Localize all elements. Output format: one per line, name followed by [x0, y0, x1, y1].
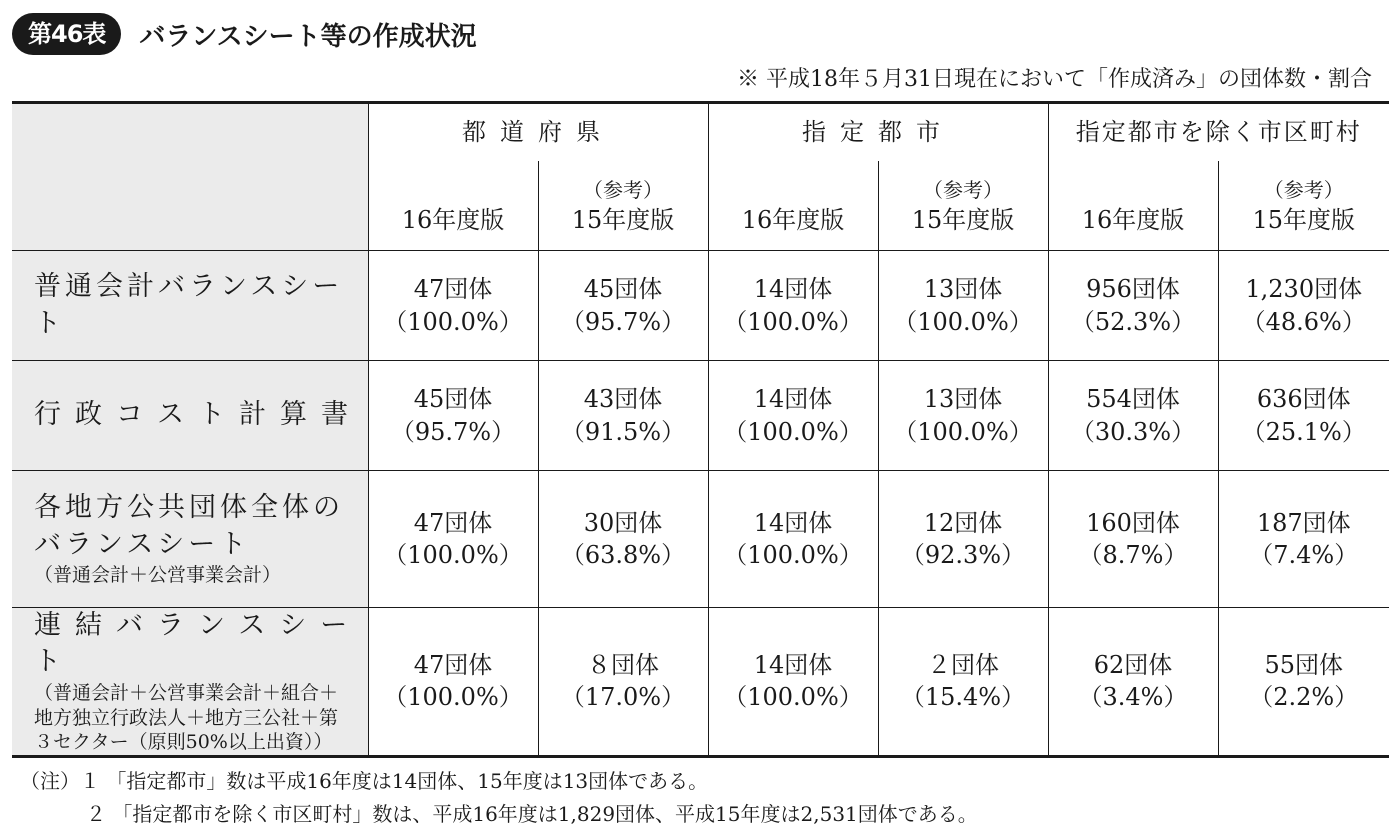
- row-label: 行政コスト計算書: [12, 361, 368, 471]
- data-cell: 14団体 （100.0%）: [708, 251, 878, 361]
- table-row: [12, 361, 1389, 471]
- col-header-muni-16: 16年度版: [1048, 161, 1218, 251]
- col-header-pref-15: （参考） 15年度版: [538, 161, 708, 251]
- table-row: [12, 471, 1389, 608]
- data-cell: 160団体 （8.7%）: [1048, 471, 1218, 608]
- data-cell: 14団体 （100.0%）: [708, 608, 878, 757]
- corner-header-cell: [12, 103, 368, 251]
- row-label: 各地方公共団体全体の バランスシート （普通会計＋公営事業会計）: [12, 471, 368, 608]
- col-header-city-15: （参考） 15年度版: [878, 161, 1048, 251]
- data-cell: 14団体 （100.0%）: [708, 471, 878, 608]
- data-cell: 956団体 （52.3%）: [1048, 251, 1218, 361]
- balance-sheet-status-table: [12, 101, 1389, 758]
- data-cell: 187団体 （7.4%）: [1218, 471, 1389, 608]
- data-cell: 47団体 （100.0%）: [368, 608, 538, 757]
- group-header-municipalities: 指定都市を除く市区町村: [1048, 103, 1389, 162]
- footnotes: [20, 765, 978, 831]
- data-cell: 554団体 （30.3%）: [1048, 361, 1218, 471]
- data-cell: 45団体 （95.7%）: [368, 361, 538, 471]
- data-cell: 12団体 （92.3%）: [878, 471, 1048, 608]
- data-cell: 13団体 （100.0%）: [878, 251, 1048, 361]
- data-cell: 636団体 （25.1%）: [1218, 361, 1389, 471]
- col-header-city-16: 16年度版: [708, 161, 878, 251]
- data-cell: ２団体 （15.4%）: [878, 608, 1048, 757]
- data-cell: 14団体 （100.0%）: [708, 361, 878, 471]
- data-cell: 55団体 （2.2%）: [1218, 608, 1389, 757]
- table-number-badge: 第46表: [12, 13, 121, 55]
- footnote-1: （注）１ 「指定都市」数は平成16年度は14団体、15年度は13団体である。: [20, 769, 709, 793]
- col-header-muni-15: （参考） 15年度版: [1218, 161, 1389, 251]
- group-header-prefectures: 都道府県: [368, 103, 708, 162]
- footnote-2: ２ 「指定都市を除く市区町村」数は、平成16年度は1,829団体、平成15年度は2,531団体である。: [86, 802, 978, 826]
- data-cell: 13団体 （100.0%）: [878, 361, 1048, 471]
- as-of-note: ※ 平成18年５月31日現在において「作成済み」の団体数・割合: [737, 67, 1372, 92]
- col-header-pref-16: 16年度版: [368, 161, 538, 251]
- data-cell: ８団体 （17.0%）: [538, 608, 708, 757]
- table-title: バランスシート等の作成状況: [139, 21, 477, 52]
- table-row: [12, 251, 1389, 361]
- group-header-designated-cities: 指定都市: [708, 103, 1048, 162]
- table-header: [12, 12, 477, 56]
- row-label: 連結バランスシート （普通会計＋公営事業会計＋組合＋ 地方独立行政法人＋地方三公社＋第 ３セクター（原則50%以上出資））: [12, 608, 368, 757]
- data-cell: 30団体 （63.8%）: [538, 471, 708, 608]
- data-cell: 1,230団体 （48.6%）: [1218, 251, 1389, 361]
- data-cell: 47団体 （100.0%）: [368, 251, 538, 361]
- data-cell: 62団体 （3.4%）: [1048, 608, 1218, 757]
- table-row: [12, 608, 1389, 757]
- data-cell: 45団体 （95.7%）: [538, 251, 708, 361]
- row-label: 普通会計バランスシート: [12, 251, 368, 361]
- data-cell: 47団体 （100.0%）: [368, 471, 538, 608]
- data-cell: 43団体 （91.5%）: [538, 361, 708, 471]
